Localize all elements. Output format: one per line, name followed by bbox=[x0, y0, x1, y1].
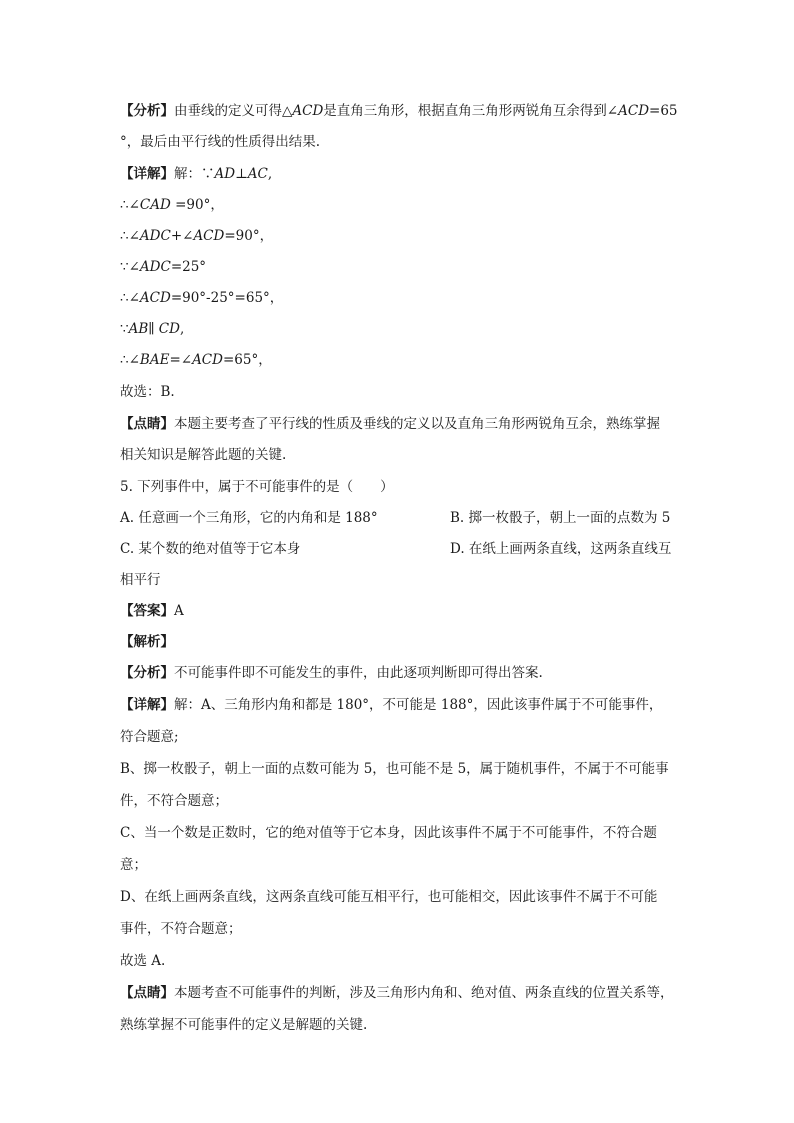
q5-detail-line-1 bbox=[120, 695, 662, 715]
q4-step-5 bbox=[120, 319, 184, 339]
comment-bracket: 【点睛】 bbox=[120, 416, 174, 432]
text: =25° bbox=[170, 259, 207, 275]
text: ∵ bbox=[120, 321, 129, 337]
q5-stem: 5. 下列事件中，属于不可能事件的是（ ） bbox=[120, 479, 394, 495]
answer-value: A bbox=[174, 603, 184, 619]
text: =90°-25°=65°， bbox=[170, 290, 284, 306]
q4-choose: 故选：B. bbox=[120, 384, 175, 400]
math-var: ACD bbox=[192, 352, 223, 368]
text: 解：A、三角形内角和都是 180°，不可能是 188°，因此该事件属于不可能事件， bbox=[174, 697, 663, 713]
math-var: ACD bbox=[292, 103, 324, 119]
q5-option-d-cont: 相平行 bbox=[120, 572, 161, 588]
text: ∴∠ bbox=[120, 352, 140, 368]
q4-comment-line-2: 相关知识是解答此题的关键. bbox=[120, 447, 287, 463]
q4-step-2 bbox=[120, 226, 273, 246]
q4-analysis-line-2: °，最后由平行线的性质得出结果. bbox=[120, 134, 321, 150]
q5-option-c: C. 某个数的绝对值等于它本身 bbox=[120, 541, 301, 557]
text: ∴∠ bbox=[120, 197, 140, 213]
comment-bracket: 【点睛】 bbox=[120, 985, 174, 1001]
text: =∠ bbox=[169, 352, 193, 368]
text: =90°， bbox=[224, 228, 274, 244]
q5-analysis bbox=[120, 663, 543, 683]
math-var: AD bbox=[214, 166, 236, 182]
q5-option-d: D. 在纸上画两条直线，这两条直线互 bbox=[450, 541, 672, 557]
q5-answer bbox=[120, 601, 184, 621]
math-var: ACD bbox=[193, 228, 225, 244]
q4-detail-line bbox=[120, 164, 272, 184]
text: ⊥ bbox=[235, 166, 248, 182]
q5-choose: 故选 A. bbox=[120, 953, 166, 969]
q5-detail-line-4: 件，不符合题意； bbox=[120, 793, 228, 809]
q5-detail-line-6: 意； bbox=[120, 857, 147, 873]
q5-detail-line-2: 符合题意; bbox=[120, 729, 179, 745]
answer-bracket: 【答案】 bbox=[120, 603, 174, 619]
text: ∥ bbox=[148, 321, 159, 337]
analysis-bracket: 【分析】 bbox=[120, 665, 174, 681]
text: 由垂线的定义可得△ bbox=[174, 103, 293, 119]
q5-option-a: A. 任意画一个三角形，它的内角和是 188° bbox=[120, 510, 378, 526]
text: 解：∵ bbox=[174, 166, 215, 182]
math-var: AC bbox=[247, 166, 268, 182]
q4-step-1 bbox=[120, 195, 224, 215]
detail-bracket: 【详解】 bbox=[120, 697, 174, 713]
math-var: ACD bbox=[618, 103, 650, 119]
q5-detail-line-8: 事件，不符合题意； bbox=[120, 921, 242, 937]
text: 是直角三角形，根据直角三角形两锐角互余得到∠ bbox=[323, 103, 619, 119]
text: =90°， bbox=[170, 197, 224, 213]
q4-analysis-line-1 bbox=[120, 101, 678, 121]
text: , bbox=[267, 166, 273, 182]
q5-detail-line-7: D、在纸上画两条直线，这两条直线可能互相平行，也可能相交，因此该事件不属于不可能 bbox=[120, 889, 658, 905]
q5-detail-line-5: C、当一个数是正数时，它的绝对值等于它本身，因此该事件不属于不可能事件，不符合题 bbox=[120, 825, 657, 841]
text: =65°， bbox=[222, 352, 272, 368]
math-var: CAD bbox=[139, 197, 171, 213]
q4-step-4 bbox=[120, 288, 283, 308]
math-var: BAE bbox=[139, 352, 170, 368]
analysis-bracket: 【分析】 bbox=[120, 103, 174, 119]
q4-comment-line-1 bbox=[120, 414, 660, 434]
q5-comment-line-2: 熟练掌握不可能事件的定义是解题的关键. bbox=[120, 1017, 368, 1033]
math-var: CD bbox=[158, 321, 180, 337]
math-var: ADC bbox=[139, 259, 171, 275]
detail-bracket: 【详解】 bbox=[120, 166, 174, 182]
math-var: AB bbox=[128, 321, 149, 337]
q4-step-6 bbox=[120, 350, 272, 370]
text: =65 bbox=[649, 103, 678, 119]
math-var: ACD bbox=[139, 290, 171, 306]
text: 本题主要考查了平行线的性质及垂线的定义以及直角三角形两锐角互余，熟练掌握 bbox=[174, 416, 660, 432]
text: +∠ bbox=[170, 228, 194, 244]
text: ∴∠ bbox=[120, 228, 140, 244]
q5-detail-line-3: B、掷一枚骰子，朝上一面的点数可能为 5，也可能不是 5，属于随机事件，不属于不可能事 bbox=[120, 761, 669, 777]
q5-comment-line-1 bbox=[120, 983, 674, 1003]
text: ∵∠ bbox=[120, 259, 140, 275]
text: 本题考查不可能事件的判断，涉及三角形内角和、绝对值、两条直线的位置关系等， bbox=[174, 985, 674, 1001]
q5-parse-heading: 【解析】 bbox=[120, 634, 174, 650]
text: ∴∠ bbox=[120, 290, 140, 306]
text: , bbox=[179, 321, 185, 337]
text: 不可能事件即不可能发生的事件，由此逐项判断即可得出答案. bbox=[174, 665, 543, 681]
math-var: ADC bbox=[139, 228, 171, 244]
q5-option-b: B. 掷一枚骰子，朝上一面的点数为 5 bbox=[450, 510, 671, 526]
q4-step-3 bbox=[120, 257, 206, 277]
